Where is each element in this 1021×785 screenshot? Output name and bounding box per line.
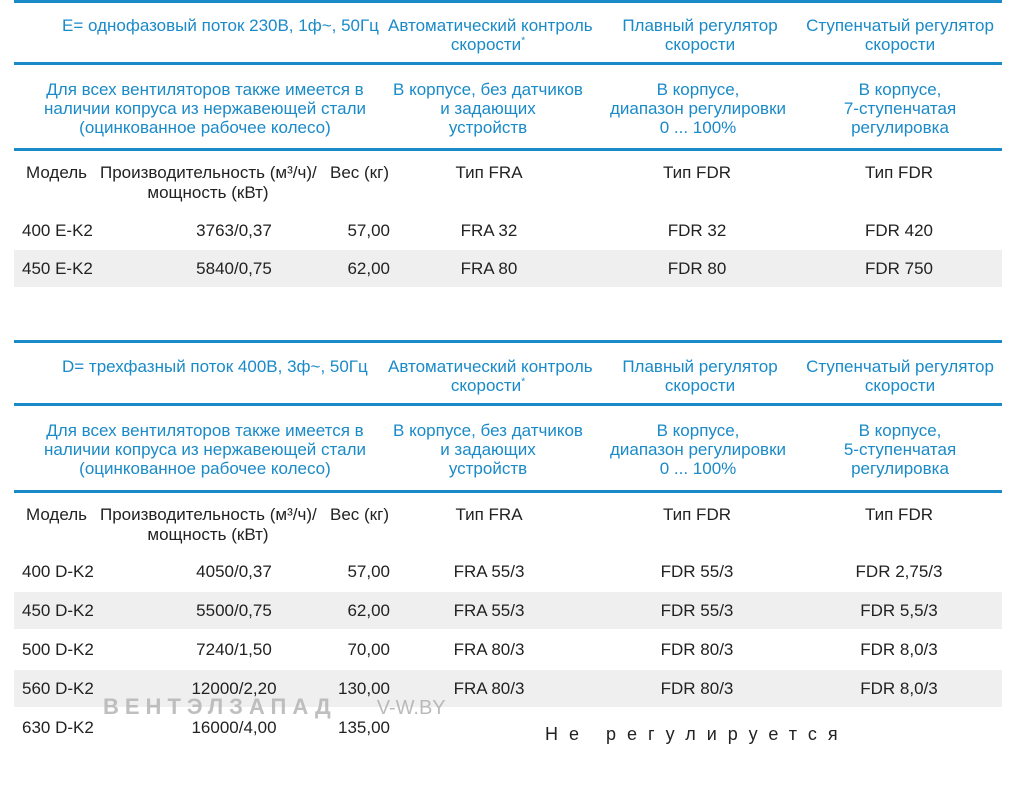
table1-col-perf	[100, 163, 316, 203]
cell-perf: 16000/4,00	[191, 718, 277, 737]
table1-rule-2	[14, 62, 1002, 65]
table2-top-rule	[14, 340, 1002, 343]
table1-smooth-regulator-header	[610, 16, 790, 54]
cell-fdr: FDR 55/3	[660, 601, 734, 620]
table2-smooth-line2: скорости	[664, 376, 736, 395]
table-row	[14, 212, 1002, 249]
table1-title: E= однофазовый поток 230В, 1ф~, 50Гц	[62, 16, 379, 35]
table2-rule-3	[14, 490, 1002, 493]
table1-footnote-mark: *	[521, 35, 526, 47]
table-row	[14, 250, 1002, 287]
table2-note-line2: наличии копруса из нержавеющей стали	[44, 440, 366, 459]
table2-col-fdr: Тип FDR	[663, 505, 731, 524]
cell-step: FDR 2,75/3	[855, 562, 943, 581]
table1-step-line1: Ступенчатый регулятор	[806, 16, 994, 35]
cell-fdr: FDR 80	[667, 259, 727, 278]
table1-note-line3: (оцинкованное рабочее колесо)	[79, 118, 331, 137]
table2-col-perf-line2: мощность (кВт)	[147, 525, 269, 544]
table1-note-line1: Для всех вентиляторов также имеется в	[46, 80, 364, 99]
table2-fra-desc-line2: и задающих	[440, 440, 536, 459]
table2-step-desc-line3: регулировка	[851, 459, 949, 478]
table1-fra-desc	[388, 80, 588, 137]
table1-fdr-desc-line1: В корпусе,	[656, 80, 740, 99]
cell-model: 450 D-K2	[22, 601, 94, 620]
cell-weight: 62,00	[347, 601, 390, 620]
cell-step: FDR 8,0/3	[860, 640, 938, 659]
table2-auto-control-line1: Автоматический контроль	[388, 357, 593, 376]
table1-note	[40, 80, 370, 137]
table2-step-line2: скорости	[864, 376, 936, 395]
cell-perf: 3763/0,37	[196, 221, 272, 240]
top-rule	[14, 0, 1002, 3]
table2-auto-control-header	[388, 357, 593, 395]
cell-model: 400 E-K2	[22, 221, 93, 240]
not-regulated-note: Не регулируется	[545, 724, 849, 744]
cell-fra: FRA 80/3	[453, 679, 525, 698]
cell-weight: 135,00	[338, 718, 390, 737]
cell-step: FDR 750	[864, 259, 934, 278]
table2-step-desc-line1: В корпусе,	[858, 421, 942, 440]
table2-col-fra: Тип FRA	[455, 505, 523, 524]
table1-auto-control-header	[388, 16, 593, 54]
table2-note	[40, 421, 370, 478]
cell-step: FDR 5,5/3	[860, 601, 938, 620]
table1-col-weight: Вес (кг)	[330, 163, 389, 182]
table1-fra-desc-line2: и задающих	[440, 99, 536, 118]
watermark-domain: V-W.BY	[376, 697, 446, 719]
table2-col-step: Тип FDR	[865, 505, 933, 524]
cell-weight: 70,00	[347, 640, 390, 659]
table2-smooth-regulator-header	[610, 357, 790, 395]
table1-col-step: Тип FDR	[865, 163, 933, 182]
table2-col-model: Модель	[26, 505, 88, 524]
cell-fra: FRA 80	[460, 259, 518, 278]
table1-auto-control-line1: Автоматический контроль	[388, 16, 593, 35]
table1-fra-desc-line3: устройств	[448, 118, 528, 137]
table2-auto-control-line2: скорости	[450, 376, 522, 395]
table2-col-perf-line1: Производительность (м³/ч)/	[100, 505, 317, 524]
cell-model: 400 D-K2	[22, 562, 94, 581]
table1-col-perf-line1: Производительность (м³/ч)/	[100, 163, 317, 182]
cell-weight: 130,00	[338, 679, 390, 698]
cell-step: FDR 8,0/3	[860, 679, 938, 698]
cell-fdr: FDR 55/3	[660, 562, 734, 581]
table2-fdr-desc	[600, 421, 796, 478]
table1-step-desc-line2: 7-ступенчатая	[843, 99, 957, 118]
table1-note-line2: наличии копруса из нержавеющей стали	[44, 99, 366, 118]
table1-col-fdr: Тип FDR	[663, 163, 731, 182]
table1-step-desc-line1: В корпусе,	[858, 80, 942, 99]
table2-fdr-desc-line1: В корпусе,	[656, 421, 740, 440]
table2-note-line1: Для всех вентиляторов также имеется в	[46, 421, 364, 440]
table2-step-line1: Ступенчатый регулятор	[806, 357, 994, 376]
watermark	[103, 694, 446, 720]
cell-perf: 5840/0,75	[196, 259, 272, 278]
table2-fra-desc-line1: В корпусе, без датчиков	[393, 421, 583, 440]
table1-col-perf-line2: мощность (кВт)	[147, 183, 269, 202]
cell-perf: 4050/0,37	[196, 562, 272, 581]
table1-step-desc-line3: регулировка	[851, 118, 949, 137]
table-row	[14, 553, 1002, 590]
table2-fdr-desc-line3: 0 ... 100%	[659, 459, 737, 478]
table1-fdr-desc-line2: диапазон регулировки	[609, 99, 787, 118]
table1-fra-desc-line1: В корпусе, без датчиков	[393, 80, 583, 99]
cell-fra: FRA 55/3	[453, 562, 525, 581]
table2-step-desc	[800, 421, 1000, 478]
table1-fdr-desc	[600, 80, 796, 137]
cell-model: 450 E-K2	[22, 259, 93, 278]
cell-model: 500 D-K2	[22, 640, 94, 659]
cell-perf: 12000/2,20	[191, 679, 277, 698]
table1-fdr-desc-line3: 0 ... 100%	[659, 118, 737, 137]
table2-rule-2	[14, 403, 1002, 406]
table1-rule-3	[14, 148, 1002, 151]
cell-fdr: FDR 32	[667, 221, 727, 240]
table2-col-perf	[100, 505, 316, 545]
table1-step-desc	[800, 80, 1000, 137]
cell-weight: 62,00	[347, 259, 390, 278]
table-row	[14, 592, 1002, 629]
cell-fdr: FDR 80/3	[660, 640, 734, 659]
table1-col-model: Модель	[26, 163, 88, 182]
table1-step-line2: скорости	[864, 35, 936, 54]
table2-fra-desc-line3: устройств	[448, 459, 528, 478]
table1-smooth-line1: Плавный регулятор	[622, 16, 778, 35]
table1-col-fra: Тип FRA	[455, 163, 523, 182]
cell-perf: 7240/1,50	[196, 640, 272, 659]
cell-fra: FRA 55/3	[453, 601, 525, 620]
table2-col-weight: Вес (кг)	[330, 505, 389, 524]
table2-step-desc-line2: 5-ступенчатая	[843, 440, 957, 459]
cell-perf: 5500/0,75	[196, 601, 272, 620]
table1-smooth-line2: скорости	[664, 35, 736, 54]
cell-weight: 57,00	[347, 562, 390, 581]
table-row	[14, 631, 1002, 668]
table2-note-line3: (оцинкованное рабочее колесо)	[79, 459, 331, 478]
table2-step-regulator-header	[800, 357, 1000, 395]
cell-model: 560 D-K2	[22, 679, 94, 698]
cell-model: 630 D-K2	[22, 718, 94, 737]
cell-fra: FRA 80/3	[453, 640, 525, 659]
table2-fdr-desc-line2: диапазон регулировки	[609, 440, 787, 459]
table2-smooth-line1: Плавный регулятор	[622, 357, 778, 376]
table1-auto-control-line2: скорости	[450, 35, 522, 54]
cell-fra: FRA 32	[460, 221, 518, 240]
table2-title: D= трехфазный поток 400В, 3ф~, 50Гц	[62, 357, 368, 376]
table2-fra-desc	[388, 421, 588, 478]
cell-weight: 57,00	[347, 221, 390, 240]
cell-step: FDR 420	[864, 221, 934, 240]
table2-footnote-mark: *	[521, 376, 526, 388]
cell-fdr: FDR 80/3	[660, 679, 734, 698]
watermark-brand: ВЕНТЭЛЗАПАД	[103, 694, 337, 719]
table1-step-regulator-header	[800, 16, 1000, 54]
